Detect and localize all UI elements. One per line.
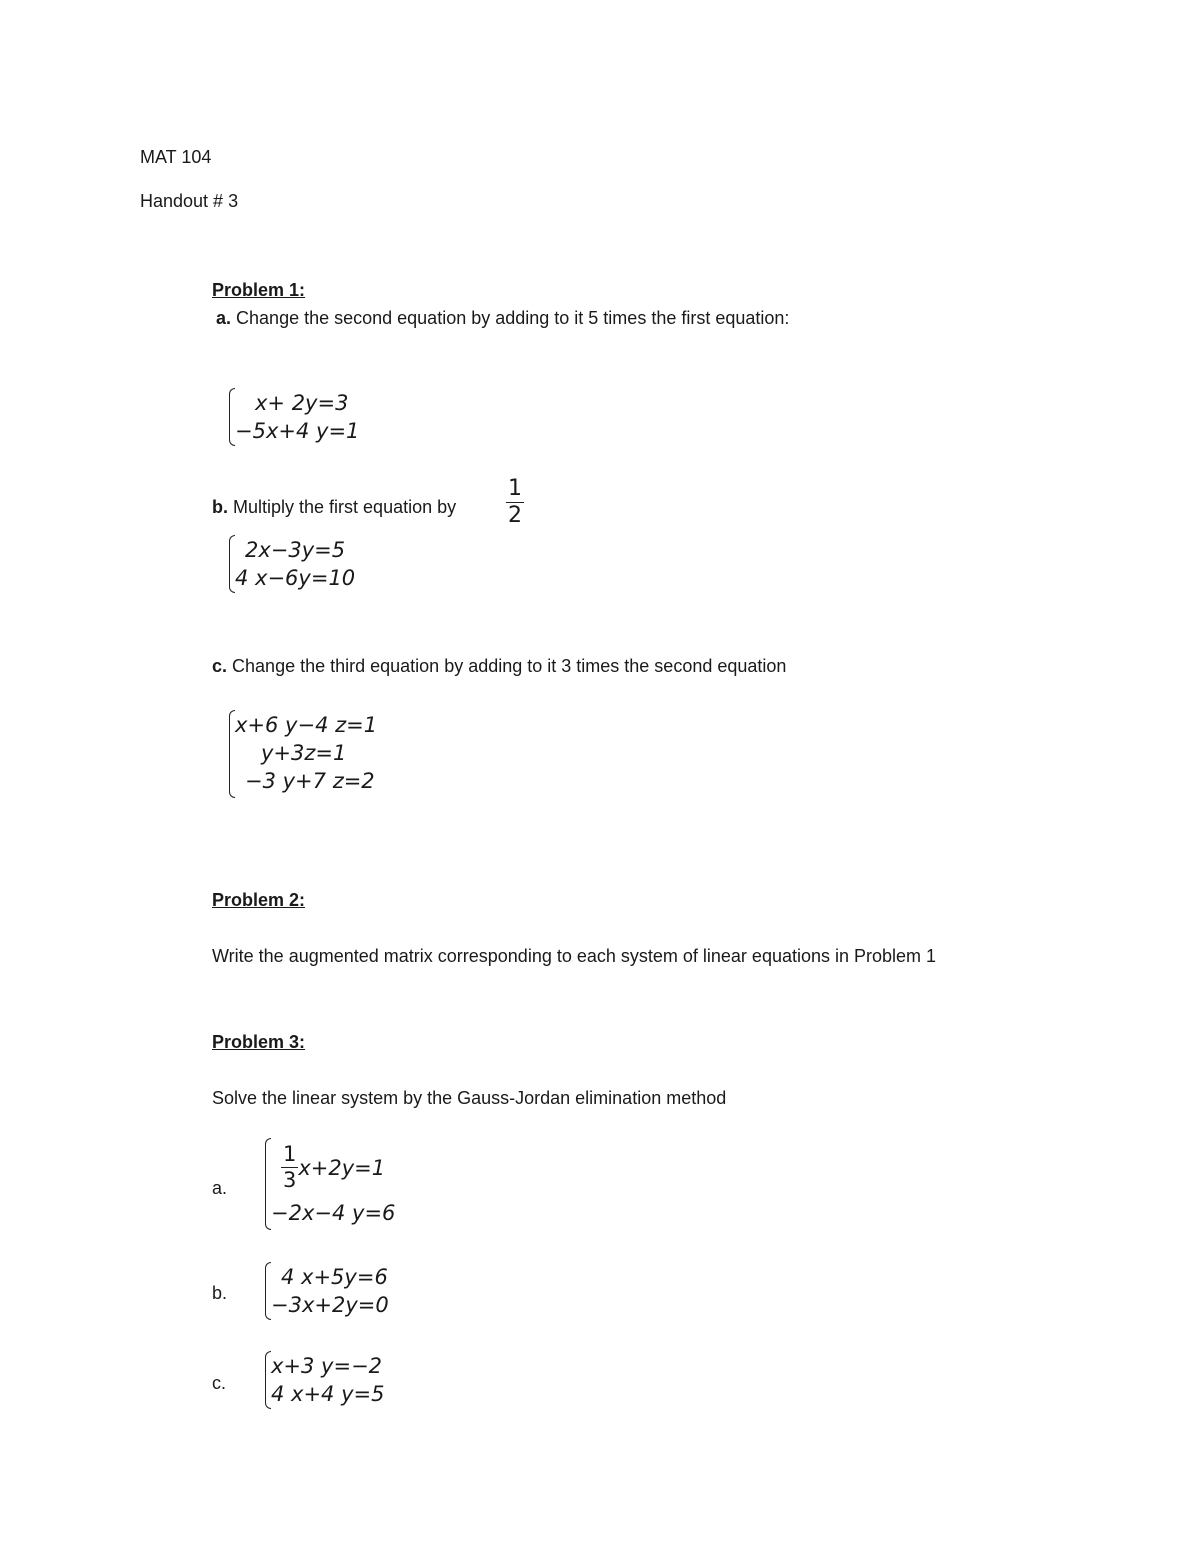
problem1-a-system: [229, 388, 429, 448]
equation: 2x−3y=5: [245, 538, 346, 562]
equation: x+ 2y=3: [255, 391, 349, 415]
equation: x+3 y=−2: [271, 1354, 383, 1378]
equation: 4 x+5y=6: [281, 1265, 388, 1289]
equation: 4 x−6y=10: [235, 566, 356, 590]
handout-number: Handout # 3: [140, 191, 239, 211]
problem1-a-instruction: [216, 307, 789, 329]
problem1-c-system: [229, 710, 429, 800]
problem1-a-label: a.: [216, 308, 232, 328]
equation: $\frac{1}{3}$ x+2y=1: [283, 1142, 386, 1192]
problem3-b-label: b.: [212, 1283, 228, 1303]
equation: x+6 y−4 z=1: [235, 713, 378, 737]
fraction-denominator: 2: [508, 503, 522, 528]
equation: y+3z=1: [261, 741, 347, 765]
problem1-b-text: Multiply the first equation by: [233, 497, 457, 517]
problem1-c-instruction: [212, 655, 786, 677]
problem3-b-system: [265, 1262, 465, 1322]
equation: −5x+4 y=1: [235, 419, 360, 443]
problem3-a-system: [265, 1138, 465, 1230]
fraction-numerator: 1: [283, 1142, 297, 1166]
problem2-title: Problem 2:: [212, 890, 306, 910]
problem1-b-system: [229, 535, 429, 595]
problem1-b-instruction: [212, 496, 456, 518]
equation: −3 y+7 z=2: [245, 769, 375, 793]
problem3-c-system: [265, 1351, 465, 1411]
equation: −3x+2y=0: [271, 1293, 389, 1317]
problem1-b-fraction: [506, 478, 524, 527]
equation: −2x−4 y=6: [271, 1201, 396, 1225]
problem2-text: Write the augmented matrix corresponding to each system of linear equations in Problem 1: [212, 946, 937, 966]
problem1-a-text: Change the second equation by adding to it 5 times the first equation:: [236, 308, 790, 328]
course-title: MAT 104: [140, 147, 212, 167]
problem1-title: Problem 1:: [212, 280, 306, 300]
problem3-a-label: a.: [212, 1178, 228, 1198]
problem3-c-label: c.: [212, 1373, 227, 1393]
fraction-numerator: 1: [508, 476, 522, 501]
problem1-c-text: Change the third equation by adding to it 3 times the second equation: [232, 656, 787, 676]
equation: 4 x+4 y=5: [271, 1382, 385, 1406]
problem1-b-label: b.: [212, 497, 228, 517]
problem3-text: Solve the linear system by the Gauss-Jordan elimination method: [212, 1088, 727, 1108]
problem3-title: Problem 3:: [212, 1032, 306, 1052]
fraction-denominator: 3: [283, 1168, 297, 1192]
problem1-c-label: c.: [212, 656, 228, 676]
